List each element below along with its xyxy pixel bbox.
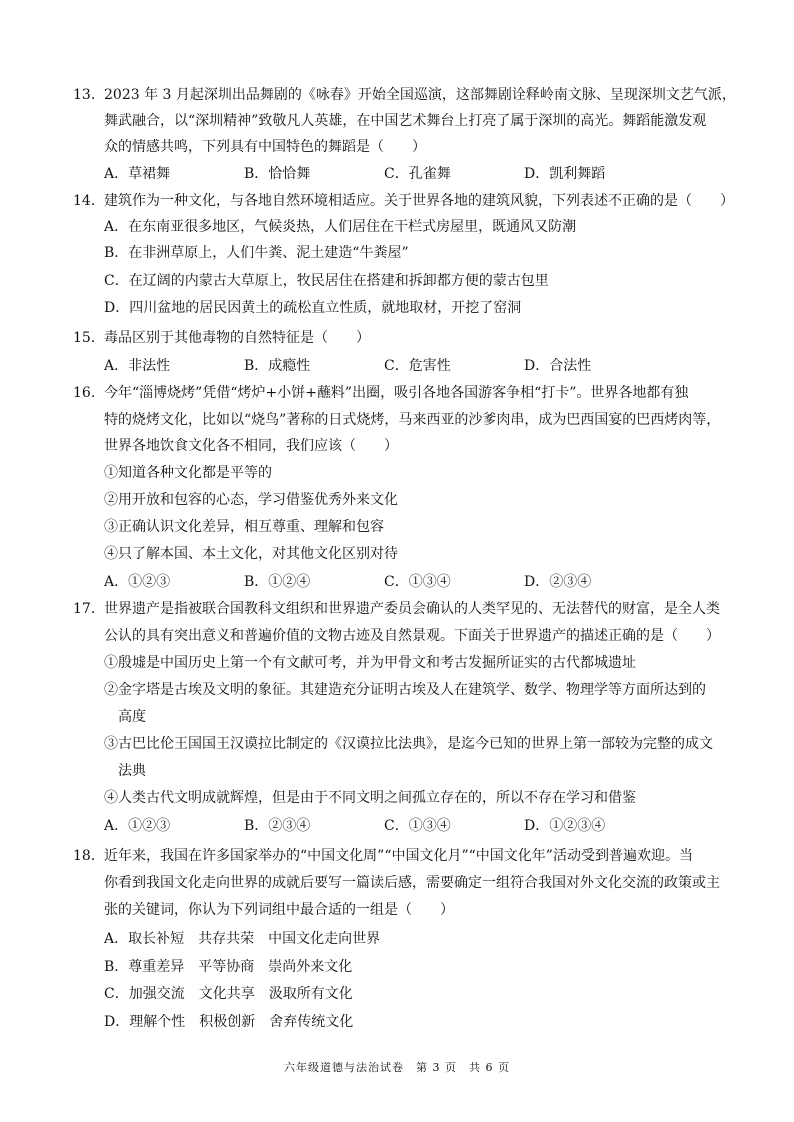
option-b[interactable]: B．恰恰舞 [244,166,311,182]
statement-3-cont: 法典 [118,763,146,779]
statement-2: ②金字塔是古埃及文明的象征。其建造充分证明古埃及人在建筑学、数学、物理学等方面所达到的 [104,682,706,698]
options-row [104,817,664,835]
statement-3: ③正确认识文化差异，相互尊重、理解和包容 [104,519,384,535]
option-d[interactable]: D．凯利舞蹈 [524,166,606,182]
statement-1: ①殷墟是中国历史上第一个有文献可考，并为甲骨文和考古发掘所证实的古代都城遗址 [104,655,636,671]
option-c[interactable]: C．在辽阔的内蒙古大草原上，牧民居住在搭建和拆卸都方便的蒙古包里 [104,273,549,289]
option-c[interactable]: C．孔雀舞 [384,166,451,182]
statement-2: ②用开放和包容的心态，学习借鉴优秀外来文化 [104,492,398,508]
question-text: 你看到我国文化走向世界的成就后要写一篇读后感，需要确定一组符合我国对外文化交流的政策或主 [104,875,720,891]
statement-1: ①知道各种文化都是平等的 [104,465,272,481]
statement-4: ④人类古代文明成就辉煌，但是由于不同文明之间孤立存在的，所以不存在学习和借鉴 [104,790,636,806]
question-text: 世界遗产是指被联合国教科文组织和世界遗产委员会确认的人类罕见的、无法替代的财富，是全人类 [104,601,720,617]
question-text: 公认的具有突出意义和普遍价值的文物古迹及自然景观。下面关于世界遗产的描述正确的是（ ） [104,628,720,644]
page-footer: 六年级道德与法治试卷 第 3 页 共 6 页 [284,1061,510,1074]
question-text: 建筑作为一种文化，与各地自然环境相适应。关于世界各地的建筑风貌，下列表述不正确的是（ ） [104,193,734,209]
option-a[interactable]: A．在东南亚很多地区，气候炎热，人们居住在干栏式房屋里，既通风又防潮 [104,219,577,235]
option-a[interactable]: A．非法性 [104,358,171,374]
option-c[interactable]: C．①③④ [384,818,451,834]
statement-4: ④只了解本国、本土文化，对其他文化区别对待 [104,546,398,562]
statement-2-cont: 高度 [118,709,146,725]
option-d[interactable]: D．四川盆地的居民因黄土的疏松直立性质，就地取材，开挖了窑洞 [104,300,522,316]
question-number: 17． [73,601,105,617]
option-b[interactable]: B．在非洲草原上，人们牛粪、泥土建造“牛粪屋” [104,245,409,261]
option-c[interactable]: C．①③④ [384,574,451,590]
option-d[interactable]: D．①②③④ [524,818,606,834]
question-number: 13． [73,87,105,103]
question-text: 近年来，我国在许多国家举办的“中国文化周”“中国文化月”“中国文化年”活动受到普遍欢迎。当 [104,848,693,864]
question-number: 16． [73,385,105,401]
question-text: 张的关键词，你认为下列词组中最合适的一组是（ ） [104,902,454,918]
question-text: 众的情感共鸣，下列具有中国特色的舞蹈是（ ） [104,139,426,155]
option-c[interactable]: C．加强交流 文化共享 汲取所有文化 [104,986,353,1002]
option-b[interactable]: B．成瘾性 [244,358,311,374]
option-b[interactable]: B．②③④ [244,818,311,834]
option-c[interactable]: C．危害性 [384,358,451,374]
question-text: 今年“淄博烧烤”凭借“烤炉+小饼+蘸料”出圈，吸引各地各国游客争相“打卡”。世界各地都有独 [104,385,689,401]
option-b[interactable]: B．尊重差异 平等协商 崇尚外来文化 [104,959,353,975]
question-number: 14． [73,193,105,209]
question-number: 18． [73,848,105,864]
question-text: 特的烧烤文化，比如以“烧鸟”著称的日式烧烤，马来西亚的沙爹肉串，成为巴西国宴的巴西烤肉等， [104,412,721,428]
option-b[interactable]: B．①②④ [244,574,311,590]
question-text: 舞武融合，以“深圳精神”致敬凡人英雄，在中国艺术舞台上打亮了属于深圳的高光。舞蹈能激发观 [104,113,707,129]
option-a[interactable]: A．①②③ [104,818,171,834]
question-text: 毒品区别于其他毒物的自然特征是（ ） [104,330,370,346]
statement-3: ③古巴比伦王国国王汉谟拉比制定的《汉谟拉比法典》，是迄今已知的世界上第一部较为完整的成文 [104,736,713,752]
option-d[interactable]: D．合法性 [524,358,592,374]
option-a[interactable]: A．草裙舞 [104,166,171,182]
option-d[interactable]: D．②③④ [524,574,592,590]
question-text: 2023 年 3 月起深圳出品舞剧的《咏春》开始全国巡演，这部舞剧诠释岭南文脉、呈现深圳文艺气派， [104,87,736,103]
option-a[interactable]: A．①②③ [104,574,171,590]
question-number: 15． [73,330,105,346]
option-a[interactable]: A．取长补短 共存共荣 中国文化走向世界 [104,931,381,947]
options-row [104,357,664,375]
question-text: 世界各地饮食文化各不相同，我们应该（ ） [104,438,398,454]
options-row [104,573,664,591]
options-row [104,165,664,183]
option-d[interactable]: D．理解个性 积极创新 舍弃传统文化 [104,1014,354,1030]
